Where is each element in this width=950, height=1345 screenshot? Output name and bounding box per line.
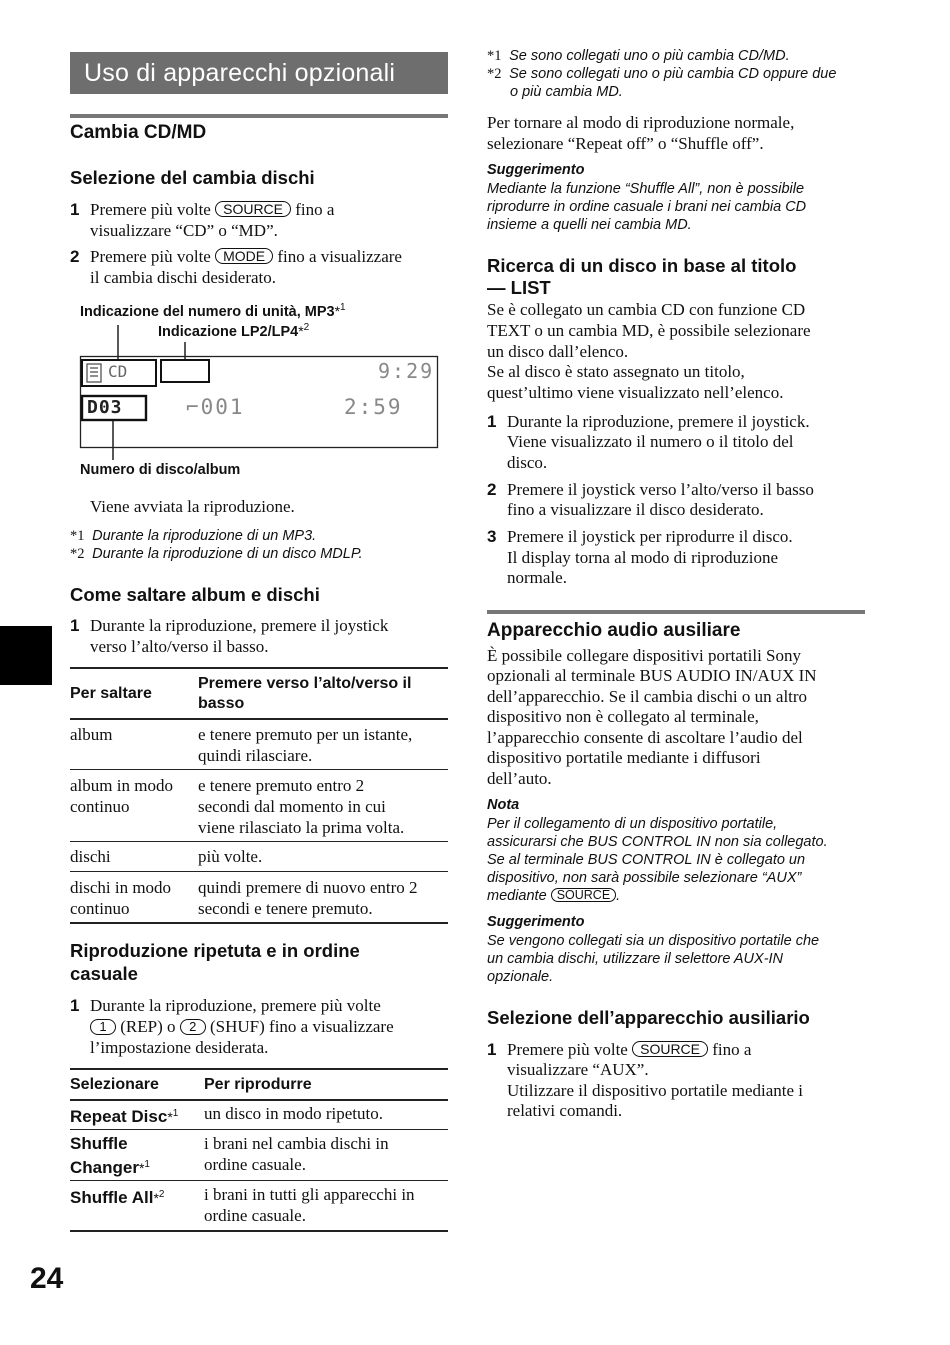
subsection-title-repeat: Riproduzione ripetuta e in ordine — [70, 940, 360, 961]
table-cell: e tenere premuto entro 2 — [198, 776, 365, 795]
table-cell: ordine casuale. — [204, 1206, 306, 1225]
step-text-part: fino a visualizzare — [277, 247, 402, 266]
option-label: Changer — [70, 1158, 139, 1177]
table-cell: i brani nel cambia dischi in — [204, 1134, 389, 1153]
table-rule — [70, 718, 448, 720]
table-cell: e tenere premuto per un istante, — [198, 725, 413, 744]
note-heading: Nota — [487, 797, 520, 813]
section-title-cd-md: Cambia CD/MD — [70, 122, 207, 143]
footnote-text: Se sono collegati uno o più cambia CD/MD. — [509, 48, 790, 64]
table-cell: più volte. — [198, 847, 263, 866]
table-header: Selezionare — [70, 1076, 159, 1093]
table-rule — [70, 1180, 448, 1181]
step-text: Durante la riproduzione, premere più volte — [90, 996, 381, 1015]
step-text: visualizzare “AUX”. — [507, 1060, 649, 1079]
step-text: l’impostazione desiderata. — [90, 1038, 269, 1057]
step-text: il cambia dischi desiderato. — [90, 268, 276, 287]
footnote-text: Durante la riproduzione di un MP3. — [92, 528, 317, 544]
tip-heading: Suggerimento — [487, 162, 585, 178]
step-text-part: Premere più volte — [90, 200, 211, 219]
table-cell: secondi dal momento in cui — [198, 797, 386, 816]
step-number: 1 — [487, 1040, 497, 1059]
playback-text: Viene avviata la riproduzione. — [90, 497, 295, 516]
tip-text: insieme a quelli nei cambia MD. — [487, 217, 692, 233]
footnote-text: o più cambia MD. — [510, 84, 623, 100]
step-text: Premere il joystick per riprodurre il disco. — [507, 527, 793, 546]
footnote-1 — [70, 527, 316, 545]
paragraph: dispositivo portatile mediante i diffusori — [487, 748, 761, 767]
page-title: Uso di apparecchi opzionali — [70, 52, 448, 94]
step-text: normale. — [507, 568, 567, 587]
table-cell: continuo — [70, 797, 130, 816]
source-button: SOURCE — [632, 1041, 708, 1057]
footnote-mark: *1 — [70, 528, 85, 544]
step-text-part: Premere più volte — [90, 247, 211, 266]
table-cell-shuffle-changer — [70, 1155, 150, 1178]
step-text: relativi comandi. — [507, 1101, 623, 1120]
step-text: verso l’alto/verso il basso. — [90, 637, 269, 656]
note-text: Per il collegamento di un dispositivo portatile, — [487, 816, 778, 832]
diagram-label-disc: Numero di disco/album — [80, 462, 241, 478]
table-cell: un disco in modo ripetuto. — [204, 1104, 383, 1123]
subsection-title-skip: Come saltare album e dischi — [70, 584, 320, 605]
step-number: 1 — [487, 412, 497, 431]
footnote-mark: *1 — [487, 48, 502, 64]
step-number: 1 — [70, 996, 80, 1015]
footnote-2 — [70, 545, 363, 563]
note-text: Se al terminale BUS CONTROL IN è collegato un — [487, 852, 806, 868]
tip-text: Se vengono collegati sia un dispositivo portatile che — [487, 933, 820, 949]
table-cell: quindi rilasciare. — [198, 746, 313, 765]
lcd-clock: 9:29 — [378, 359, 435, 383]
page-number: 24 — [30, 1262, 64, 1295]
step-text: disco. — [507, 453, 548, 472]
paragraph: opzionali al terminale BUS AUDIO IN/AUX IN — [487, 666, 817, 685]
paragraph: È possibile collegare dispositivi portatili Sony — [487, 646, 801, 665]
note-text: assicurarsi che BUS CONTROL IN non sia collegato. — [487, 834, 828, 850]
tip-text: riprodurre in ordine casuale i brani nei cambia CD — [487, 199, 807, 215]
table-header: Per saltare — [70, 685, 152, 702]
period: . — [616, 888, 621, 904]
note-text-part: mediante — [487, 888, 547, 904]
label-text: Indicazione LP2/LP4 — [158, 324, 299, 340]
table-rule — [70, 769, 448, 770]
section-rule — [487, 610, 865, 614]
mode-button: MODE — [215, 248, 273, 264]
step-text-part: fino a — [295, 200, 335, 219]
table-rule — [70, 1068, 448, 1070]
subsection-title-selection: Selezione del cambia dischi — [70, 167, 315, 188]
paragraph: dell’apparecchio. Se il cambia dischi o un altro — [487, 687, 808, 706]
subsection-title-list: Ricerca di un disco in base al titolo — [487, 255, 797, 276]
paragraph: TEXT o un cambia MD, è possibile selezionare — [487, 321, 811, 340]
lcd-elapsed-time: 2:59 — [344, 395, 403, 419]
option-label: Repeat Disc — [70, 1107, 168, 1126]
table-cell: ordine casuale. — [204, 1155, 306, 1174]
table-cell: i brani in tutti gli apparecchi in — [204, 1185, 415, 1204]
table-cell-shuffle-all — [70, 1185, 164, 1208]
table-cell: continuo — [70, 899, 130, 918]
footnote-sup: 2 — [158, 1189, 165, 1200]
table-cell: dischi — [70, 847, 111, 866]
footnote-sup: 1 — [144, 1159, 150, 1170]
table-rule — [70, 841, 448, 842]
tip-text: opzionale. — [487, 969, 554, 985]
step-number: 2 — [70, 247, 80, 266]
step-text — [507, 1040, 751, 1061]
table-header: basso — [198, 695, 245, 712]
subsection-title-repeat: casuale — [70, 963, 138, 984]
paragraph: l’apparecchio consente di ascoltare l’audio del — [487, 728, 803, 747]
step-text: Il display torna al modo di riproduzione — [507, 548, 778, 567]
lcd-cd-text: CD — [108, 362, 128, 381]
paragraph: Per tornare al modo di riproduzione normale, — [487, 113, 795, 132]
footnote-1 — [487, 47, 790, 65]
footnote-mark: * — [298, 323, 304, 339]
footnote-text: Durante la riproduzione di un disco MDLP. — [92, 546, 363, 562]
table-cell-repeat-disc — [70, 1104, 178, 1127]
footnote-mark: * — [334, 303, 341, 319]
paragraph: Se al disco è stato assegnato un titolo, — [487, 362, 745, 381]
tip-heading: Suggerimento — [487, 914, 585, 930]
footnote-mark: *2 — [487, 66, 502, 82]
step-text: Premere il joystick verso l’alto/verso il basso — [507, 480, 814, 499]
step-number: 3 — [487, 527, 497, 546]
step-text: fino a visualizzare il disco desiderato. — [507, 500, 764, 519]
step-text-part: Premere più volte — [507, 1040, 628, 1059]
paragraph: selezionare “Repeat off” o “Shuffle off”. — [487, 134, 764, 153]
subsection-title-list: — LIST — [487, 277, 551, 298]
table-header: Premere verso l’alto/verso il — [198, 675, 412, 692]
table-rule — [70, 922, 448, 924]
step-text-part: (REP) o — [120, 1017, 176, 1036]
lcd-track-number: ⌐001 — [186, 395, 245, 419]
paragraph: quest’ultimo viene visualizzato nell’elenco. — [487, 383, 784, 402]
paragraph: un disco dall’elenco. — [487, 342, 629, 361]
label-text: Indicazione del numero di unità, MP3 — [80, 304, 335, 320]
button-1-icon: 1 — [90, 1019, 116, 1035]
table-rule — [70, 1230, 448, 1232]
section-tab-marker — [0, 626, 52, 685]
source-button: SOURCE — [551, 888, 616, 902]
footnote-mark: * — [167, 1109, 173, 1125]
step-text-part: fino a — [712, 1040, 752, 1059]
footnote-sup: 1 — [172, 1108, 179, 1119]
footnote-2-cont — [510, 83, 623, 101]
table-header: Per riprodurre — [204, 1076, 312, 1093]
table-cell: album in modo — [70, 776, 173, 795]
note-text — [487, 887, 620, 905]
paragraph: dell’auto. — [487, 769, 552, 788]
footnote-mark: * — [153, 1190, 159, 1206]
paragraph: Se è collegato un cambia CD con funzione CD — [487, 300, 806, 319]
step-text: Durante la riproduzione, premere il joystick — [90, 616, 389, 635]
table-cell: dischi in modo — [70, 878, 172, 897]
footnote-sup: 2 — [303, 322, 310, 333]
paragraph: dispositivo non è collegato al terminale, — [487, 707, 759, 726]
footnote-sup: 1 — [340, 302, 346, 313]
button-2-icon: 2 — [180, 1019, 206, 1035]
table-rule — [70, 1099, 448, 1101]
table-rule — [70, 1129, 448, 1130]
step-text: visualizzare “CD” o “MD”. — [90, 221, 278, 240]
note-text: dispositivo, non sarà possibile selezionare “AUX” — [487, 870, 802, 886]
step-text-part: (SHUF) fino a visualizzare — [210, 1017, 394, 1036]
table-rule — [70, 871, 448, 872]
table-cell: secondi e tenere premuto. — [198, 899, 373, 918]
tip-text: un cambia dischi, utilizzare il selettore AUX-IN — [487, 951, 784, 967]
step-number: 1 — [70, 200, 80, 219]
table-cell-shuffle-changer: Shuffle — [70, 1134, 128, 1153]
table-cell: quindi premere di nuovo entro 2 — [198, 878, 418, 897]
subsection-title-aux-select: Selezione dell’apparecchio ausiliario — [487, 1007, 810, 1028]
section-title-aux: Apparecchio audio ausiliare — [487, 620, 741, 641]
step-number: 1 — [70, 616, 80, 635]
step-text: Viene visualizzato il numero o il titolo del — [507, 432, 794, 451]
step-number: 2 — [487, 480, 497, 499]
lcd-disc-number: D03 — [87, 397, 123, 418]
option-label: Shuffle All — [70, 1188, 154, 1207]
step-text: Utilizzare il dispositivo portatile mediante i — [507, 1081, 804, 1100]
step-text: Durante la riproduzione, premere il joystick. — [507, 412, 810, 431]
source-button: SOURCE — [215, 201, 291, 217]
footnote-mark: *2 — [70, 546, 85, 562]
tip-text: Mediante la funzione “Shuffle All”, non è possibile — [487, 181, 805, 197]
footnote-text: Se sono collegati uno o più cambia CD oppure due — [509, 66, 837, 82]
step-text — [90, 1017, 394, 1038]
footnote-2 — [487, 65, 836, 83]
table-rule — [70, 667, 448, 669]
table-cell: album — [70, 725, 113, 744]
footnote-mark: * — [138, 1160, 145, 1176]
table-cell: viene rilasciato la prima volta. — [198, 818, 405, 837]
